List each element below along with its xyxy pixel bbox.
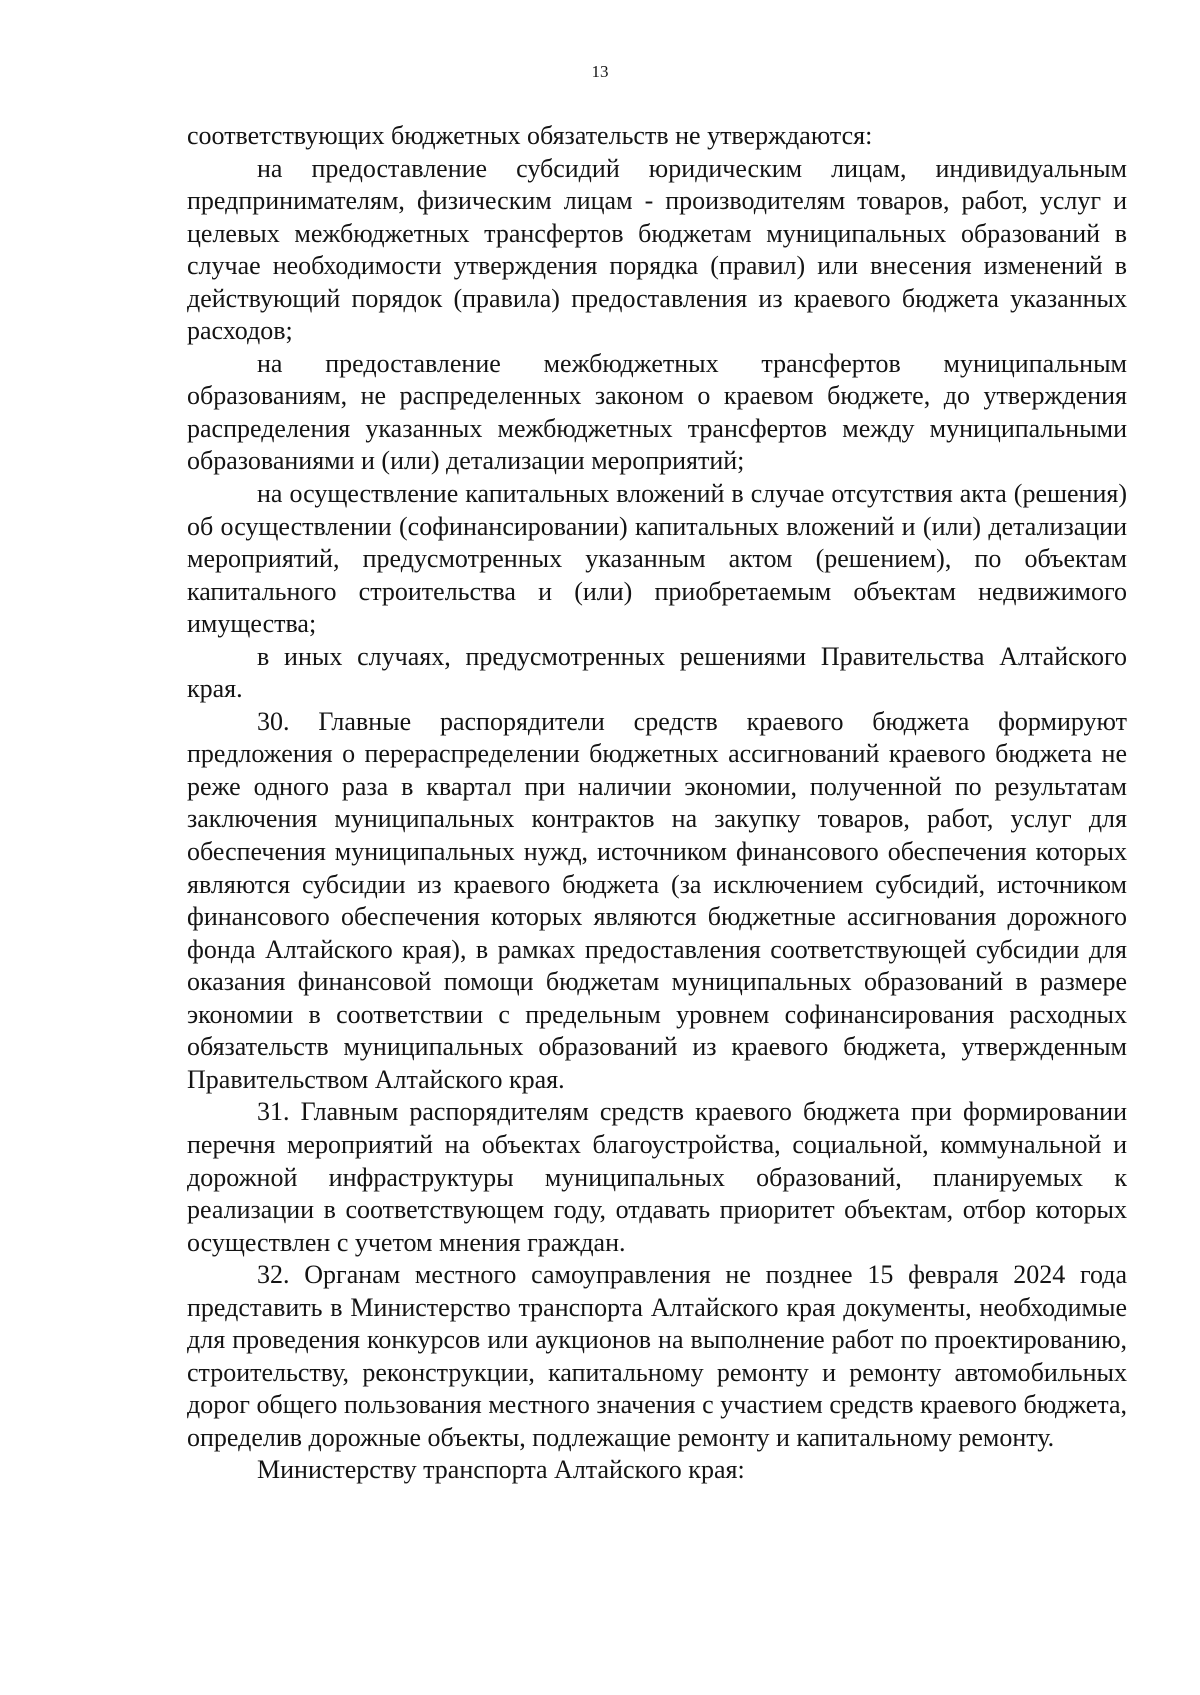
- paragraph-item-30: 30. Главные распорядители средств краевого бюджета формируют предложения о перераспределении бюджетных ассигнований краевого бюджета не реже одного раза в квартал при наличии экономии, полученной по результатам заключения муниципальных контрактов на закупку товаров, работ, услуг для обеспечения муниципальных нужд, источником финансового обеспечения которых являются субсидии из краевого бюджета (за исключением субсидий, источником финансового обеспечения которых являются бюджетные ассигнования дорожного фонда Алтайского края), в рамках предоставления соответствующей субсидии для оказания финансовой помощи бюджетам муниципальных образований в размере экономии в соответствии с предельным уровнем софинансирования расходных обязательств муниципальных образований из краевого бюджета, утвержденным Правительством Алтайского края.: [187, 706, 1127, 1094]
- paragraph-other-cases: в иных случаях, предусмотренных решениями Правительства Алтайского края.: [187, 641, 1127, 704]
- paragraph-capital-investments: на осуществление капитальных вложений в случае отсутствия акта (решения) об осуществлении (софинансировании) капитальных вложений и (или) детализации мероприятий, предусмотренных указанным актом (решением), по объектам капитального строительства и (или) приобретаемым объектам недвижимого имущества;: [187, 479, 1127, 639]
- paragraph-ministry-transport: Министерству транспорта Алтайского края:: [257, 1455, 745, 1485]
- paragraph-item-32: 32. Органам местного самоуправления не позднее 15 февраля 2024 года представить в Министерство транспорта Алтайского края документы, необходимые для проведения конкурсов или аукционов на выполнение работ по проектированию, строительству, реконструкции, капитальному ремонту и ремонту автомобильных дорог общего пользования местного значения с участием средств краевого бюджета, определив дорожные объекты, подлежащие ремонту и капитальному ремонту.: [187, 1260, 1127, 1452]
- document-body: [187, 120, 1127, 1487]
- paragraph-subsidies: на предоставление субсидий юридическим лицам, индивидуальным предпринимателям, физическим лицам - производителям товаров, работ, услуг и целевых межбюджетных трансфертов бюджетам муниципальных образований в случае необходимости утверждения порядка (правил) или внесения изменений в действующий порядок (правила) предоставления из краевого бюджета указанных расходов;: [187, 153, 1127, 346]
- paragraph-item-31: 31. Главным распорядителям средств краевого бюджета при формировании перечня мероприятий на объектах благоустройства, социальной, коммунальной и дорожной инфраструктуры муниципальных образований, планируемых к реализации в соответствующем году, отдавать приоритет объектам, отбор которых осуществлен с учетом мнения граждан.: [187, 1097, 1127, 1257]
- paragraph-continuation: соответствующих бюджетных обязательств не утверждаются:: [187, 121, 873, 150]
- page-number: 13: [591, 62, 609, 81]
- paragraph-interbudget-transfers: на предоставление межбюджетных трансфертов муниципальным образованиям, не распределенных законом о краевом бюджете, до утверждения распределения указанных межбюджетных трансфертов между муниципальными образованиями и (или) детализации мероприятий;: [187, 348, 1127, 476]
